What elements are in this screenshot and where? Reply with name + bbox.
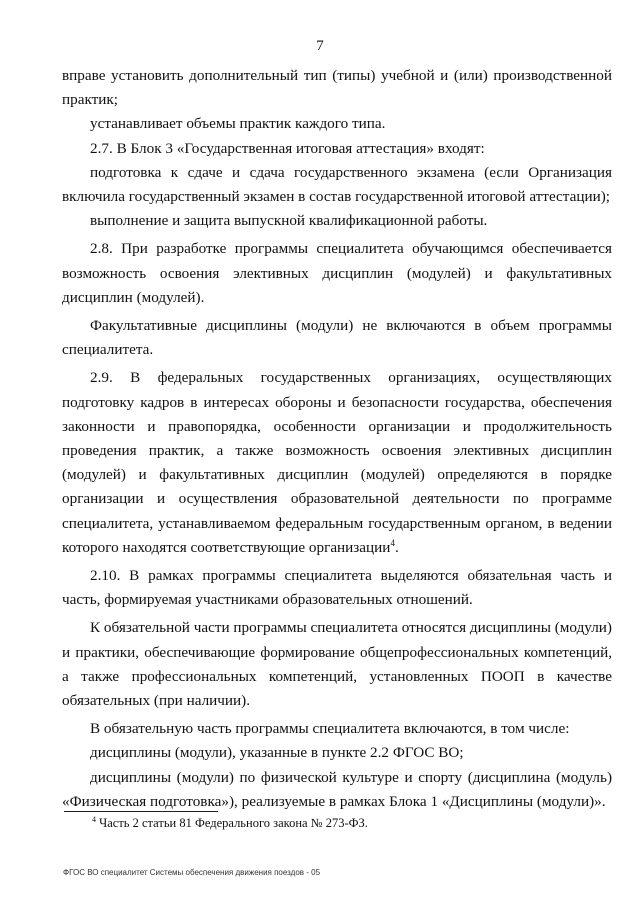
- paragraph-item-disciplines: дисциплины (модули), указанные в пункте 2.2 ФГОС ВО;: [90, 744, 464, 762]
- paragraph-2: устанавливает объемы практик каждого типа.: [90, 115, 386, 133]
- footnote-mark: 4: [92, 814, 96, 824]
- paragraph-2-7: 2.7. В Блок 3 «Государственная итоговая аттестация» входят:: [90, 139, 485, 157]
- paragraph-2-8: 2.8. При разработке программы специалитета обучающимся обеспечивается возможность освоения элективных дисциплин (модулей) и факультативных дисциплин (модулей).: [62, 240, 612, 306]
- footnote-text: Часть 2 статьи 81 Федерального закона № 273-ФЗ.: [96, 816, 368, 830]
- paragraph-2-9: [62, 366, 612, 560]
- document-body: [62, 64, 612, 814]
- footnote-ref: 4: [390, 537, 395, 548]
- paragraph-includes: В обязательную часть программы специалитета включаются, в том числе:: [90, 720, 570, 738]
- paragraph-2-9-end: .: [394, 538, 399, 556]
- paragraph-mandatory: К обязательной части программы специалитета относятся дисциплины (модули) и практики, обеспечивающие формирование общепрофессиональных компетенций, а также профессиональных компетенций, установленных ПООП в качестве обязательных (при наличии).: [62, 619, 612, 710]
- page-footer: ФГОС ВО специалитет Системы обеспечения движения поездов - 05: [63, 868, 321, 877]
- paragraph-exam: подготовка к сдаче и сдача государственного экзамена (если Организация включила государственный экзамен в состав государственной итоговой аттестации);: [62, 163, 612, 206]
- paragraph-1: вправе установить дополнительный тип (типы) учебной и (или) производственной практик;: [62, 67, 612, 109]
- footnote: [92, 815, 368, 831]
- paragraph-optional: Факультативные дисциплины (модули) не включаются в объем программы специалитета.: [62, 317, 612, 359]
- paragraph-2-10: 2.10. В рамках программы специалитета выделяются обязательная часть и часть, формируемая участниками образовательных отношений.: [62, 567, 612, 609]
- page-number: 7: [316, 38, 324, 54]
- footnote-separator: [64, 811, 218, 812]
- paragraph-thesis: выполнение и защита выпускной квалификационной работы.: [90, 212, 488, 230]
- paragraph-item-physical: дисциплины (модули) по физической культуре и спорту (дисциплина (модуль) «Физическая подготовка»), реализуемые в рамках Блока 1 «Дисциплины (модули)».: [62, 768, 612, 810]
- paragraph-2-9-text: 2.9. В федеральных государственных организациях, осуществляющих подготовку кадров в интересах обороны и безопасности государства, обеспечения законности и правопорядка, особенности организации и продолжительность проведения практик, а также возможность освоения элективных дисциплин (модулей) и факультативных дисциплин (модулей) определяются в порядке организации и осуществления образовательной деятельности по программе специалитета, устанавливаемом федеральным государственным органом, в ведении которого находятся соответствующие организации: [62, 369, 612, 556]
